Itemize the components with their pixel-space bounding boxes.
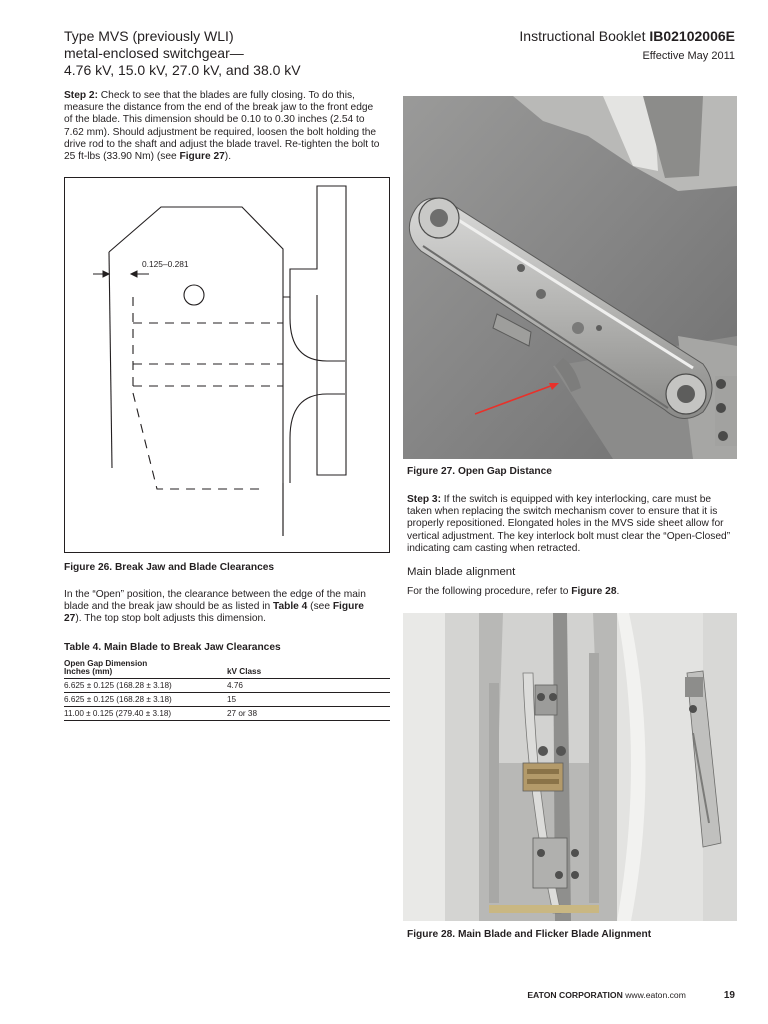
table-row <box>64 693 390 707</box>
dimension-label: 0.125–0.281 <box>142 259 189 269</box>
table-cell-kv: 15 <box>227 693 390 707</box>
blade-hole <box>184 285 204 305</box>
figure-26-caption: Figure 26. Break Jaw and Blade Clearances <box>64 562 275 573</box>
booklet-line <box>519 28 735 45</box>
step-2-figure-ref: Figure 27 <box>179 151 225 163</box>
main-blade-alignment-heading: Main blade alignment <box>407 566 516 578</box>
column-header-kv: kV Class <box>227 660 390 679</box>
step-3-label: Step 3: <box>407 494 441 505</box>
open-end: ). The top stop bolt adjusts this dimension. <box>75 613 266 625</box>
figure-27-photo <box>403 96 737 459</box>
title-line-1: Type MVS (previously WLI) <box>64 28 234 44</box>
document-title <box>64 28 384 79</box>
figure-28-caption: Figure 28. Main Blade and Flicker Blade Alignment <box>407 929 652 940</box>
booklet-info <box>519 28 735 62</box>
effective-date: Effective May 2011 <box>642 50 735 62</box>
col1-line2: Inches (mm) <box>64 667 113 676</box>
open-figure-ref: Figure 27 <box>64 601 364 625</box>
figure-28-photo <box>403 613 737 921</box>
table-cell-kv: 4.76 <box>227 679 390 693</box>
table-4-title: Table 4. Main Blade to Break Jaw Clearances <box>64 642 281 653</box>
open-position-paragraph <box>64 589 382 626</box>
column-header-gap <box>64 660 227 679</box>
open-mid: (see <box>307 601 333 613</box>
dim-arrow-right-head <box>131 271 137 277</box>
figure-26-drawing <box>64 177 390 553</box>
table-cell-gap: 6.625 ± 0.125 (168.28 ± 3.18) <box>64 693 227 707</box>
step-3-text: If the switch is equipped with key interlocking, care must be taken when replacing the switch mechanism cover to ensure that it is properly repositioned. Elongated holes in the MVS side sheet allow for vertical adjustment. The key interlock bolt must clear the “Open-Closed” indicating cam casting when retracted. <box>407 494 731 554</box>
page-footer <box>527 990 735 1001</box>
alignment-paragraph <box>407 586 737 598</box>
blade-left-edge <box>109 252 112 468</box>
footer-company: EATON CORPORATION <box>527 990 623 1000</box>
step-3-paragraph <box>407 494 737 555</box>
page-number: 19 <box>723 990 735 1001</box>
table-row <box>64 707 390 721</box>
step-2-end: ). <box>224 151 232 163</box>
dashed-blade-open <box>133 297 265 489</box>
alignment-text: For the following procedure, refer to <box>407 586 572 597</box>
table-row <box>64 679 390 693</box>
blade-alignment-photo <box>403 613 737 921</box>
col1-line1: Open Gap Dimension <box>64 659 148 668</box>
figure-27-caption: Figure 27. Open Gap Distance <box>407 466 552 477</box>
title-line-3: 4.76 kV, 15.0 kV, 27.0 kV, and 38.0 kV <box>64 62 301 78</box>
alignment-end: . <box>616 586 620 597</box>
table-header-row <box>64 660 390 679</box>
jaw-body <box>283 186 346 475</box>
booklet-prefix: Instructional Booklet <box>519 28 650 44</box>
blade-outline <box>109 207 283 536</box>
open-text: In the “Open” position, the clearance between the edge of the main blade and the break jaw should be as listed in <box>64 589 366 613</box>
table-cell-gap: 11.00 ± 0.125 (279.40 ± 3.18) <box>64 707 227 721</box>
alignment-figure-ref: Figure 28 <box>571 586 617 597</box>
step-2-label: Step 2: <box>64 90 98 101</box>
break-jaw-diagram <box>65 178 391 554</box>
footer-url: www.eaton.com <box>622 990 686 1000</box>
booklet-number: IB02102006E <box>649 28 735 44</box>
title-line-2: metal-enclosed switchgear— <box>64 45 244 61</box>
step-2-paragraph <box>64 90 382 163</box>
open-gap-photo <box>403 96 737 459</box>
table-4 <box>64 660 390 721</box>
step-2-text: Check to see that the blades are fully closing. To do this, measure the distance from the end of the break jaw to the front edge of the blade. This dimension should be 0.10 to 0.30 inches (2.54 to 7.62 mm). Should adjustment be required, loosen the bolt holding the drive rod to the shaft and adjust the blade travel. Re-tighten the bolt to 25 ft-lbs (33.90 Nm) (see <box>64 90 380 163</box>
open-table-ref: Table 4 <box>272 601 308 613</box>
table-cell-gap: 6.625 ± 0.125 (168.28 ± 3.18) <box>64 679 227 693</box>
table-cell-kv: 27 or 38 <box>227 707 390 721</box>
dim-arrow-left-head <box>103 271 109 277</box>
